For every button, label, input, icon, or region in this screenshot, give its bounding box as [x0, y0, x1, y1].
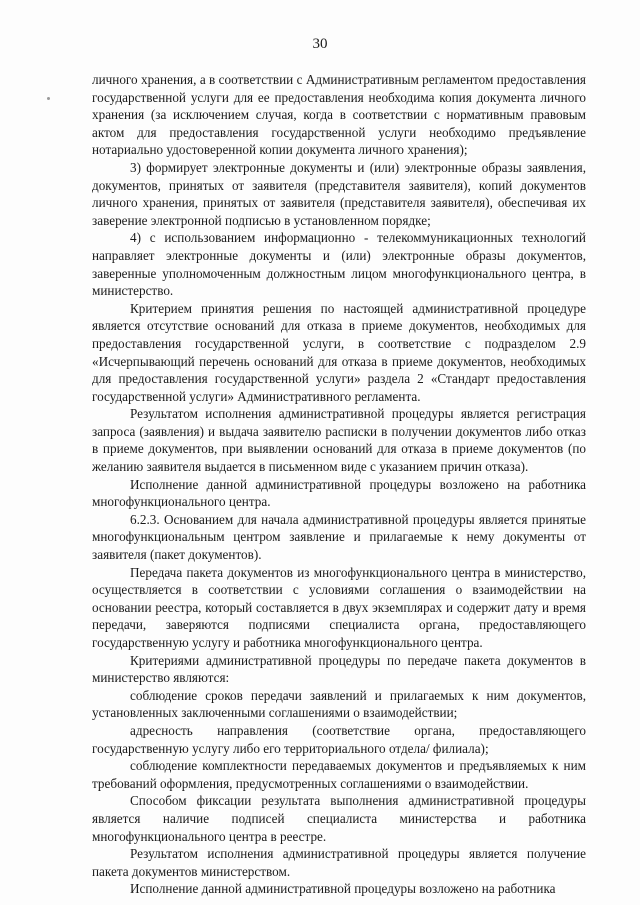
- paragraph: Передача пакета документов из многофункционального центра в министерство, осуществляется в соответствии с условиями соглашения о взаимодействии на основании реестра, который составляется в двух экземплярах и содержит дату и время передачи, заверяются подписями специалиста органа, предоставляющего государственную услугу и работника многофункционального центра.: [92, 564, 586, 650]
- paragraph: Критерием принятия решения по настоящей административной процедуре является отсутствие оснований для отказа в приеме документов, необходимых для предоставления государственной услуги, в соответствие с подразделом 2.9 «Исчерпывающий перечень оснований для отказа в приеме документов, необходимых для предоставления государственной услуги» раздела 2 «Стандарт предоставления государственной услуги» Административного регламента.: [92, 300, 586, 404]
- document-body: [92, 71, 586, 898]
- paragraph: соблюдение сроков передачи заявлений и прилагаемых к ним документов, установленных заключенными соглашениями о взаимодействии;: [92, 687, 586, 721]
- paragraph: соблюдение комплектности передаваемых документов и предъявляемых к ним требований оформления, предусмотренных соглашениями о взаимодействии.: [92, 758, 586, 791]
- paragraph: Критериями административной процедуры по передаче пакета документов в министерство являются:: [92, 652, 586, 686]
- paragraph: личного хранения, а в соответствии с Административным регламентом предоставления государственной услуги для ее предоставления необходима копия документа личного хранения (за исключением случая, когда в соответствии с нормативным правовым актом для предоставления государственной услуги необходимо предъявление нотариально удостоверенной копии документа личного хранения);: [92, 72, 586, 158]
- paragraph: Исполнение данной административной процедуры возложено на работника многофункционального центра.: [92, 476, 586, 510]
- paragraph: Результатом исполнения административной процедуры является получение пакета документов министерством.: [92, 846, 586, 879]
- paragraph: 3) формирует электронные документы и (или) электронные образы заявления, документов, принятых от заявителя (представителя заявителя), копий документов личного хранения, принятых от заявителя (представителя заявителя), обеспечивая их заверение электронной подписью в установленном порядке;: [92, 159, 586, 228]
- paragraph: адресность направления (соответствие органа, предоставляющего государственную услугу либо его территориального отдела/ филиала);: [92, 722, 586, 756]
- paragraph: Результатом исполнения административной процедуры является регистрация запроса (заявления) и выдача заявителю расписки в получении документов либо отказ в приеме документов, при выявлении оснований для отказа в приеме документов (по желанию заявителя выдается в письменном виде с указанием причин отказа).: [92, 406, 586, 475]
- paragraph: 4) с использованием информационно - телекоммуникационных технологий направляет электронные документы и (или) электронные образы документов, заверенные уполномоченным должностным лицом многофункционального центра, в министерство.: [92, 230, 586, 299]
- paragraph: Способом фиксации результата выполнения административной процедуры является наличие подписей специалиста министерства и работника многофункционального центра в реестре.: [92, 793, 586, 844]
- page-number: 30: [312, 36, 328, 52]
- paragraph: Исполнение данной административной процедуры возложено на работника: [130, 881, 556, 897]
- scan-speck: [47, 97, 50, 100]
- paragraph: 6.2.3. Основанием для начала административной процедуры является принятые многофункциональным центром заявление и прилагаемые к нему документы от заявителя (пакет документов).: [92, 511, 586, 563]
